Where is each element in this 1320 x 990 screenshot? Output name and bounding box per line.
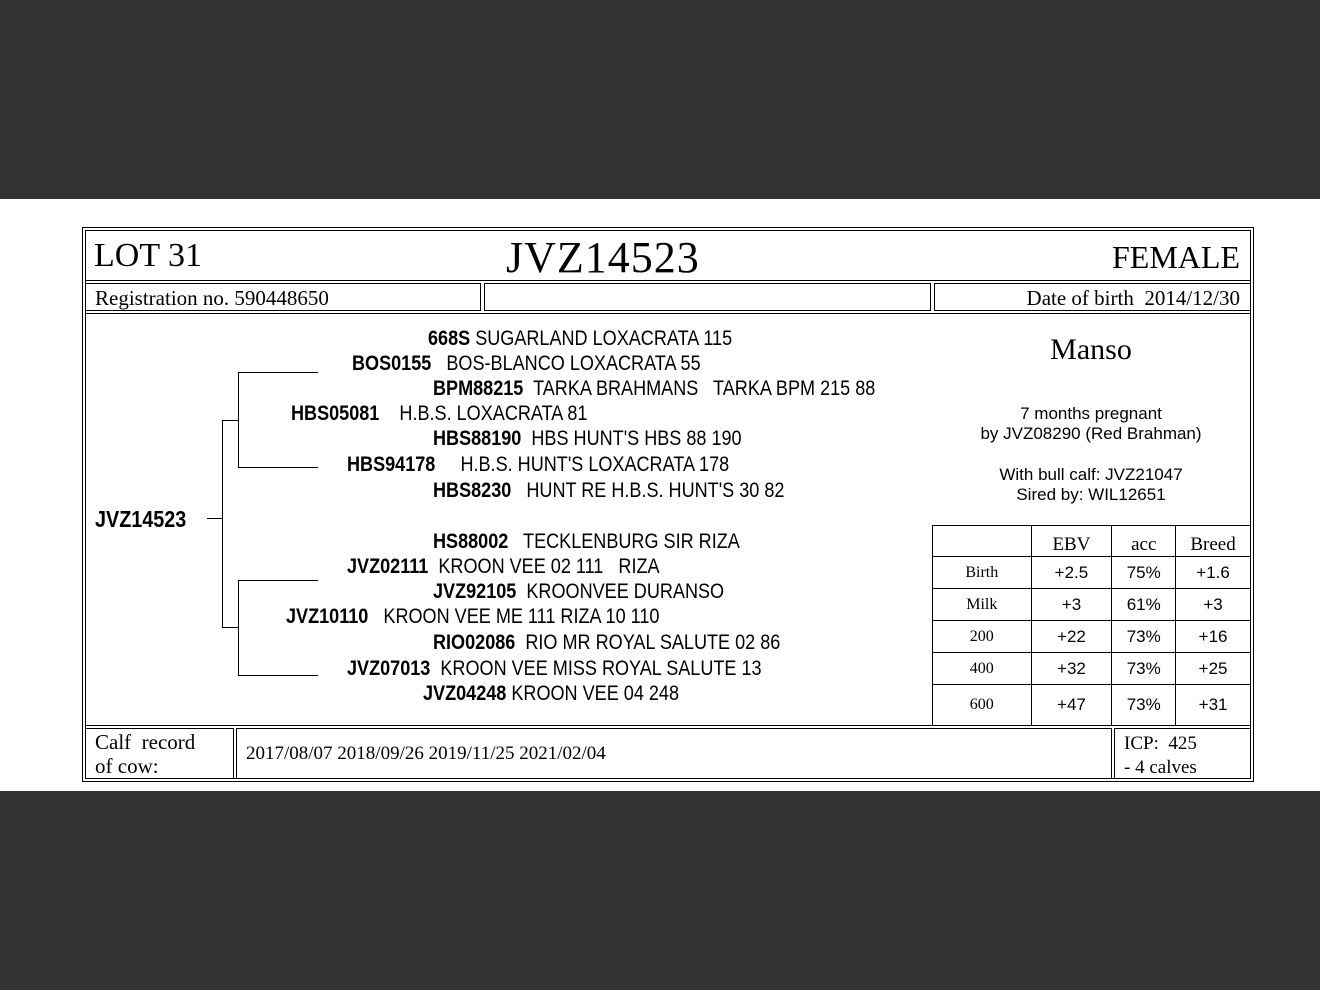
icp-info bbox=[1124, 732, 1197, 780]
pedigree-line: RIO02086 RIO MR ROYAL SALUTE 02 86 bbox=[433, 631, 781, 654]
ebv-breed-avg: +16 bbox=[1176, 621, 1251, 653]
pregnancy-sire: by JVZ08290 (Red Brahman) bbox=[980, 424, 1202, 443]
tree-connector bbox=[207, 518, 222, 519]
tree-connector bbox=[238, 580, 239, 676]
ebv-row bbox=[933, 653, 1251, 685]
ebv-breed-avg: +31 bbox=[1176, 685, 1251, 726]
calf-record-dates: 2017/08/07 2018/09/26 2019/11/25 2021/02/04 bbox=[246, 743, 606, 764]
pedigree-line: HBS05081 H.B.S. LOXACRATA 81 bbox=[291, 402, 588, 425]
tree-connector bbox=[222, 627, 238, 628]
pedigree-card-page bbox=[0, 199, 1320, 791]
animal-name: Manso bbox=[1050, 333, 1132, 366]
pedigree-line: BOS0155 BOS-BLANCO LOXACRATA 55 bbox=[352, 352, 701, 375]
ebv-header-ebv: EBV bbox=[1031, 526, 1112, 557]
pedigree-line: BPM88215 TARKA BRAHMANS TARKA BPM 215 88 bbox=[433, 377, 876, 400]
ebv-row-label: 200 bbox=[933, 621, 1032, 653]
date-of-birth bbox=[1027, 286, 1240, 311]
ebv-row-label: Birth bbox=[933, 557, 1032, 589]
pedigree-subject: JVZ14523 bbox=[95, 506, 187, 532]
pregnancy-status: 7 months pregnant bbox=[1020, 404, 1162, 423]
animal-id-title: JVZ14523 bbox=[506, 233, 700, 282]
dob-label: Date of birth bbox=[1026, 286, 1134, 310]
tree-connector bbox=[222, 420, 238, 421]
ebv-value: +2.5 bbox=[1031, 557, 1112, 589]
ebv-breed-avg: +25 bbox=[1176, 653, 1251, 685]
tree-connector bbox=[238, 467, 318, 468]
ebv-row bbox=[933, 685, 1251, 726]
pedigree-line: JVZ92105 KROONVEE DURANSO bbox=[433, 580, 725, 603]
ebv-header-acc: acc bbox=[1112, 526, 1176, 557]
ebv-value: +32 bbox=[1031, 653, 1112, 685]
pedigree-line: HBS88190 HBS HUNT'S HBS 88 190 bbox=[433, 427, 742, 450]
pedigree-line: JVZ10110 KROON VEE ME 111 RIZA 10 110 bbox=[286, 605, 660, 628]
ebv-accuracy: 73% bbox=[1112, 621, 1176, 653]
calf-record-label bbox=[95, 730, 195, 778]
info-middle-cell bbox=[484, 283, 931, 311]
pedigree-line: JVZ02111 KROON VEE 02 111 RIZA bbox=[347, 555, 660, 578]
sex-label: FEMALE bbox=[1112, 239, 1240, 275]
tree-connector bbox=[238, 372, 239, 468]
dob-value: 2014/12/30 bbox=[1144, 286, 1240, 310]
bull-calf: With bull calf: JVZ21047 bbox=[999, 465, 1183, 484]
pedigree-line: JVZ04248 KROON VEE 04 248 bbox=[423, 682, 680, 705]
ebv-breed-avg: +3 bbox=[1176, 589, 1251, 621]
ebv-table bbox=[932, 525, 1251, 726]
tree-connector bbox=[238, 372, 318, 373]
pedigree-line: HBS8230 HUNT RE H.B.S. HUNT'S 30 82 bbox=[433, 479, 785, 502]
lot-number: LOT 31 bbox=[94, 237, 202, 274]
pedigree-line: HBS94178 H.B.S. HUNT'S LOXACRATA 178 bbox=[347, 453, 730, 476]
pedigree-line: 668S SUGARLAND LOXACRATA 115 bbox=[428, 327, 733, 350]
ebv-breed-avg: +1.6 bbox=[1176, 557, 1251, 589]
pedigree-line: JVZ07013 KROON VEE MISS ROYAL SALUTE 13 bbox=[347, 657, 762, 680]
ebv-accuracy: 73% bbox=[1112, 685, 1176, 726]
ebv-header-row bbox=[933, 526, 1251, 557]
ebv-value: +47 bbox=[1031, 685, 1112, 726]
ebv-row-label: 600 bbox=[933, 685, 1032, 726]
ebv-row-label: 400 bbox=[933, 653, 1032, 685]
calf-record-label-line2: of cow: bbox=[95, 754, 159, 778]
ebv-accuracy: 61% bbox=[1112, 589, 1176, 621]
calf-sire: Sired by: WIL12651 bbox=[1016, 485, 1166, 504]
tree-connector bbox=[222, 420, 223, 627]
calves-count: - 4 calves bbox=[1124, 757, 1197, 778]
ebv-value: +22 bbox=[1031, 621, 1112, 653]
ebv-row-label: Milk bbox=[933, 589, 1032, 621]
tree-connector bbox=[238, 675, 318, 676]
ebv-accuracy: 75% bbox=[1112, 557, 1176, 589]
ebv-header-empty bbox=[933, 526, 1032, 557]
ebv-header-breed: Breed bbox=[1176, 526, 1251, 557]
pedigree-line: HS88002 TECKLENBURG SIR RIZA bbox=[433, 530, 740, 553]
ebv-accuracy: 73% bbox=[1112, 653, 1176, 685]
ebv-value: +3 bbox=[1031, 589, 1112, 621]
calf-record-label-line1: Calf record bbox=[95, 730, 196, 754]
ebv-row bbox=[933, 589, 1251, 621]
icp-value: ICP: 425 bbox=[1124, 733, 1197, 754]
ebv-row bbox=[933, 621, 1251, 653]
ebv-row bbox=[933, 557, 1251, 589]
tree-connector bbox=[238, 580, 318, 581]
registration-number: Registration no. 590448650 bbox=[95, 286, 329, 310]
